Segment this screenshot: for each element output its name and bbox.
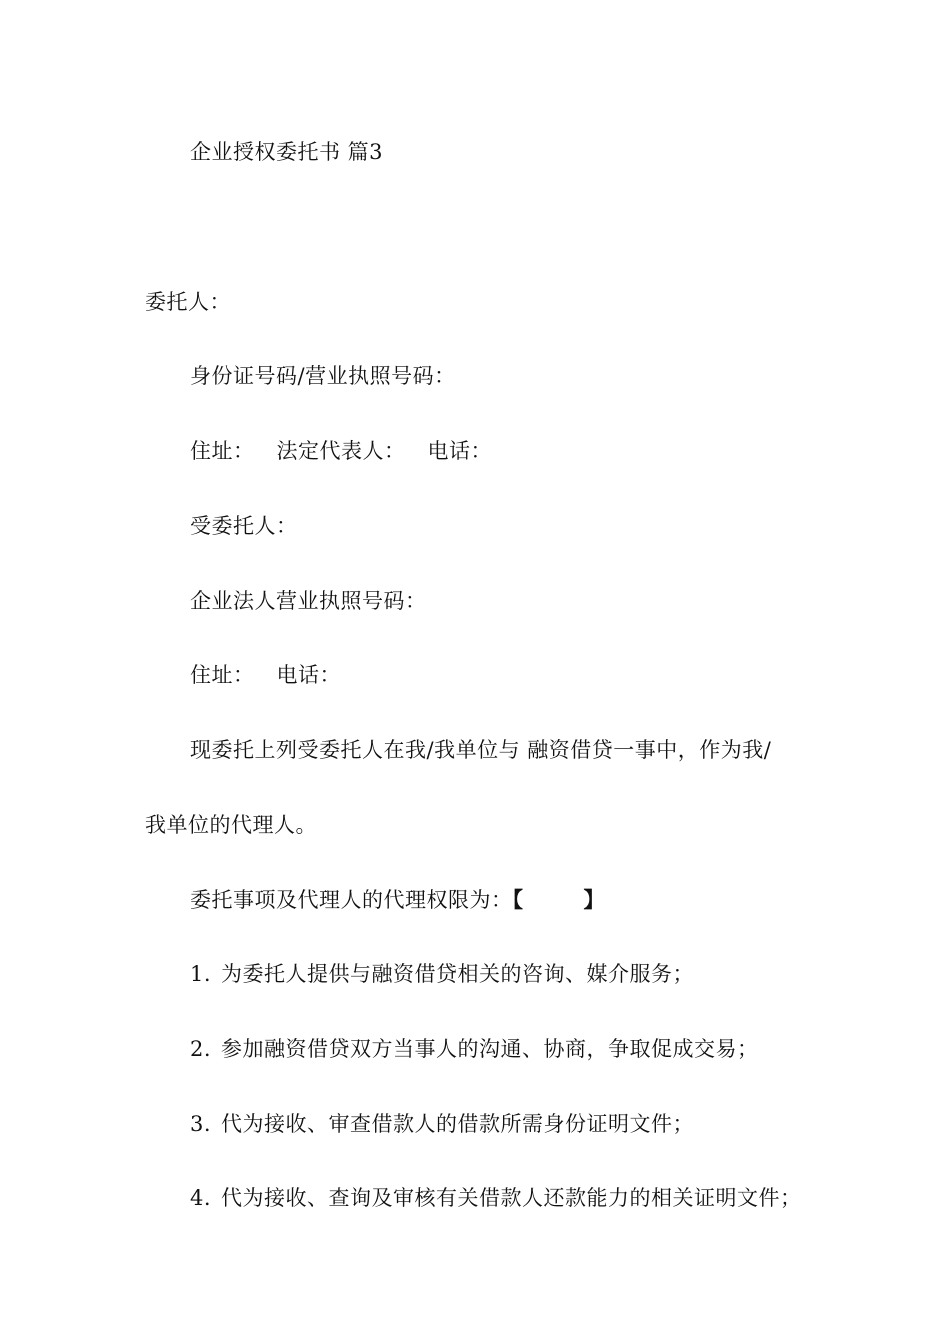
list-item — [190, 1035, 759, 1063]
agent-address-label: 住址： — [190, 663, 255, 687]
principal-label: 委托人： — [145, 290, 231, 314]
list-item — [190, 1110, 694, 1138]
agent-label: 受委托人： — [190, 514, 298, 538]
list-item-text: 代为接收、查询及审核有关借款人还款能力的相关证明文件； — [221, 1186, 802, 1210]
agent-contact-line — [190, 661, 341, 689]
scope-label: 委托事项及代理人的代理权限为： — [190, 888, 513, 912]
agent-phone-label: 电话： — [276, 663, 341, 687]
list-item-text: 为委托人提供与融资借贷相关的咨询、媒介服务； — [221, 962, 695, 986]
bracket-close: 】 — [583, 887, 605, 912]
legal-representative-label: 法定代表人： — [276, 439, 406, 463]
list-item-number: 4. — [190, 1186, 212, 1210]
list-item — [190, 960, 694, 988]
agent-license-label: 企业法人营业执照号码： — [190, 589, 427, 613]
list-item-number: 3. — [190, 1112, 212, 1136]
principal-address-label: 住址： — [190, 439, 255, 463]
list-item-number: 2. — [190, 1037, 212, 1061]
list-item-text: 参加融资借贷双方当事人的沟通、协商，争取促成交易； — [221, 1037, 759, 1061]
principal-contact-line — [190, 437, 492, 465]
authorization-paragraph-line-2: 我单位的代理人。 — [145, 813, 317, 837]
authorization-paragraph-line-1: 现委托上列受委托人在我/我单位与 融资借贷一事中，作为我/ — [190, 738, 772, 762]
list-item — [190, 1184, 802, 1212]
bracket-open: 【 — [512, 887, 524, 912]
id-number-label: 身份证号码/营业执照号码： — [190, 364, 456, 388]
list-item-number: 1. — [190, 962, 212, 986]
list-item-text: 代为接收、审查借款人的借款所需身份证明文件； — [221, 1112, 695, 1136]
document-title: 企业授权委托书 篇3 — [190, 140, 384, 164]
principal-phone-label: 电话： — [427, 439, 492, 463]
scope-line — [190, 886, 605, 914]
